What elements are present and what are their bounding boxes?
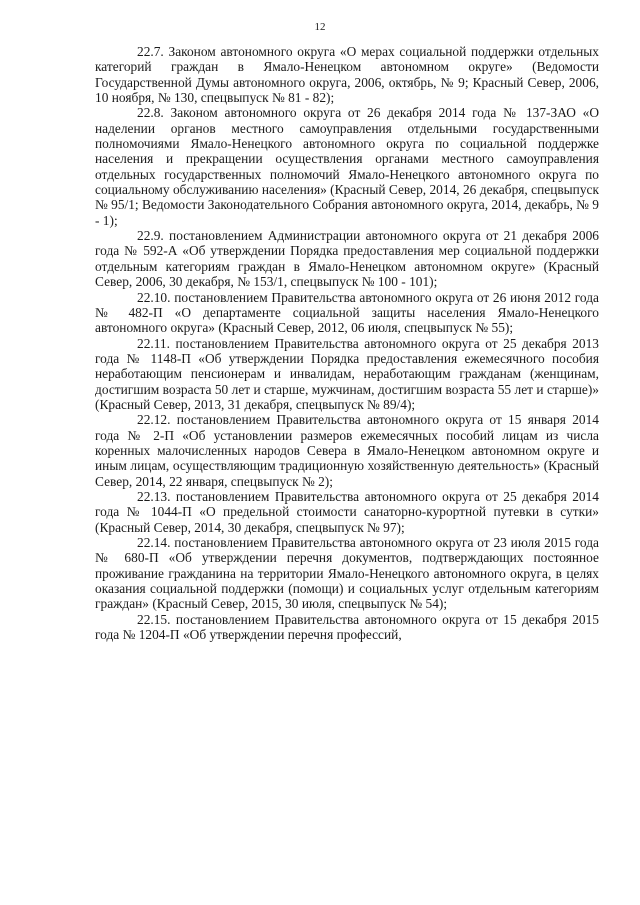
paragraph-22-7: 22.7. Законом автономного округа «О мерах социальной поддержки отдельных категорий граждан в Ямало-Ненецком автономном округе» (Ведомости Государственной Думы автономного округа, 2006, октябрь, № 9; Красный Север, 2006, 10 ноября, № 130, спецвыпуск № 81 - 82); xyxy=(95,44,599,106)
paragraph-22-11: 22.11. постановлением Правительства автономного округа от 25 декабря 2013 года № 1148-П «Об утверждении Порядка предоставления ежемесячного пособия неработающим пенсионерам и инвалидам, неработающим гражданам (женщинам, достигшим возраста 50 лет и старше, мужчинам, достигшим возраста 55 лет и старше)» (Красный Север, 2013, 31 декабря, спецвыпуск № 89/4); xyxy=(95,335,599,412)
paragraph-22-14: 22.14. постановлением Правительства автономного округа от 23 июля 2015 года № 680-П «Об утверждении перечня документов, подтверждающих постоянное проживание гражданина на территории Ямало-Ненецкого автономного округа, в целях оказания социальной поддержки (помощи) и социальных услуг отдельным категориям граждан» (Красный Север, 2015, 30 июля, спецвыпуск № 54); xyxy=(95,535,599,612)
paragraph-22-9: 22.9. постановлением Администрации автономного округа от 21 декабря 2006 года № 592-А «Об утверждении Порядка предоставления мер социальной поддержки отдельным категориям граждан в Ямало-Ненецком автономном округе» (Красный Север, 2006, 30 декабря, № 153/1, спецвыпуск № 100 - 101); xyxy=(95,228,599,290)
document-body xyxy=(95,44,599,642)
paragraph-22-10: 22.10. постановлением Правительства автономного округа от 26 июня 2012 года № 482-П «О департаменте социальной защиты населения Ямало-Ненецкого автономного округа» (Красный Север, 2012, 06 июля, спецвыпуск № 55); xyxy=(95,289,599,336)
paragraph-22-8: 22.8. Законом автономного округа от 26 декабря 2014 года № 137-ЗАО «О наделении органов местного самоуправления отдельными государственными полномочиями Ямало-Ненецкого автономного округа по социальной поддержке населения и прекращении осуществления органами местного самоуправления отдельных государственных полномочий Ямало-Ненецкого автономного округа по социальному обслуживанию населения» (Красный Север, 2014, 26 декабря, спецвыпуск № 95/1; Ведомости Законодательного Собрания автономного округа, 2014, декабрь, № 9 - 1); xyxy=(95,105,599,228)
paragraph-22-12: 22.12. постановлением Правительства автономного округа от 15 января 2014 года № 2-П «Об установлении размеров ежемесячных пособий лицам из числа коренных малочисленных народов Севера в Ямало-Ненецком автономном округе и иным лицам, осуществляющим традиционную хозяйственную деятельность» (Красный Север, 2014, 22 января, спецвыпуск № 2); xyxy=(95,412,599,489)
paragraph-22-13: 22.13. постановлением Правительства автономного округа от 25 декабря 2014 года № 1044-П «О предельной стоимости санаторно-курортной путевки в сутки» (Красный Север, 2014, 30 декабря, спецвыпуск № 97); xyxy=(95,488,599,535)
paragraph-22-15: 22.15. постановлением Правительства автономного округа от 15 декабря 2015 года № 1204-П «Об утверждении перечня профессий, xyxy=(95,611,599,643)
page-number: 12 xyxy=(314,21,326,33)
